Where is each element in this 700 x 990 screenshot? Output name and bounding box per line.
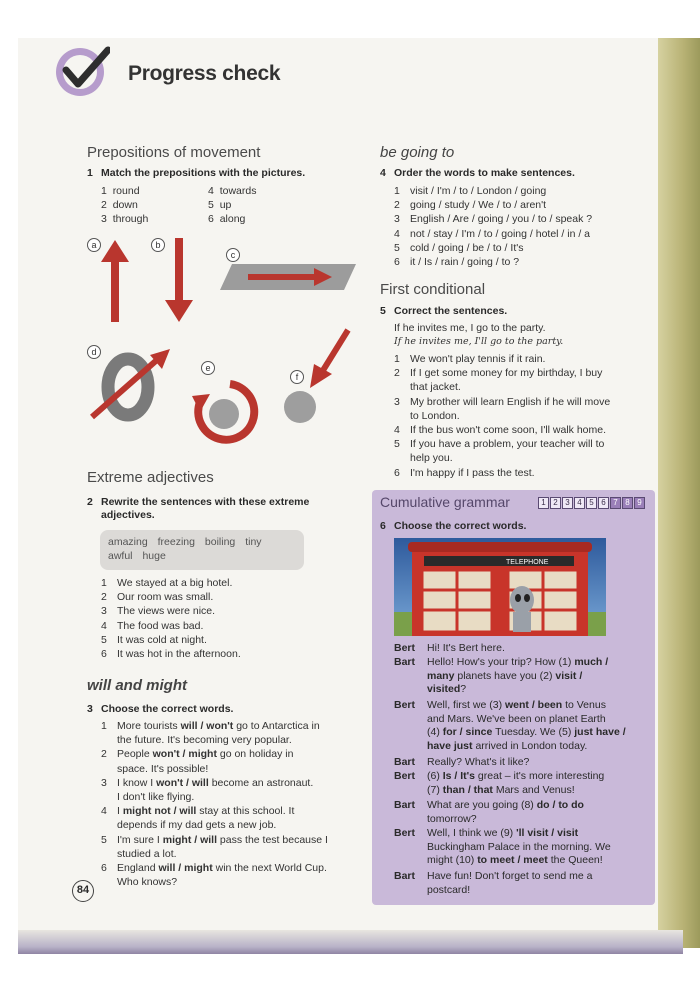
exercise-5-instruction: 5 Correct the sentences. [380,305,508,317]
speaker-bart: Bart [394,799,416,811]
exercise-2-instruction: 2 Rewrite the sentences with these extreme adjectives. [87,496,310,521]
step-1: 1 [538,497,549,509]
step-2: 2 [550,497,561,509]
list-item: 6 England will / might win the next World Cup. Who knows? [101,862,327,889]
arrow-up-icon [100,240,130,324]
list-item: 5 cold / going / be / to / It's [394,241,524,254]
step-7: 7 [610,497,621,509]
list-item: 5 It was cold at night. [101,633,207,646]
page-number: 84 [72,880,94,902]
picture-label-b: b [151,238,165,252]
picture-label-f: f [290,370,304,384]
option-1: 1 round [101,185,140,197]
speaker-bert: Bert [394,770,416,782]
list-item: 5 I'm sure I might / will pass the test because I studied a lot. [101,833,328,860]
telephone-sign: TELEPHONE [506,559,549,566]
list-item: 6 I'm happy if I pass the test. [394,466,535,479]
word-huge: huge [142,550,166,562]
speaker-bert: Bert [394,827,416,839]
list-item: 3 My brother will learn English if he will move to London. [394,395,611,422]
prepositions-options [101,184,301,228]
exercise-6-instruction: 6 Choose the correct words. [380,520,527,532]
dialogue [394,642,674,902]
dialogue-line-6: What are you going (8) do / to do tomorrow? [427,799,584,825]
dialogue-line-3: Well, first we (3) went / been to Venus and Mars. We've been on planet Earth (4) for / since Tuesday. We (5) just have / have just arrived in London today. [427,699,626,752]
list-item: 3 English / Are / going / you / to / speak ? [394,213,593,226]
step-9: 9 [634,497,645,509]
unit-steps [538,497,646,509]
dialogue-line-5: (6) Is / It's great – it's more interesting (7) than / that Mars and Venus! [427,770,605,796]
arrow-down-icon [164,238,194,322]
step-6: 6 [598,497,609,509]
section-title-will-might: will and might [87,677,187,694]
option-6: 6 along [208,213,246,225]
section-title-first-conditional: First conditional [380,281,486,298]
example-sentence: If he invites me, I go to the party. [394,322,546,334]
exercise-1-instruction: 1 Match the prepositions with the pictures. [87,167,306,179]
exercise-3-instruction: 3 Choose the correct words. [87,703,234,715]
section-title-be-going-to: be going to [380,144,455,161]
picture-label-d: d [87,345,101,359]
exercise-5-items [394,352,656,480]
list-item: 2 People won't / might go on holiday in space. It's possible! [101,748,294,775]
list-item: 4 I might not / will stay at this school. It depends if my dad gets a new job. [101,805,295,832]
speaker-bert: Bert [394,699,416,711]
dialogue-line-2: Hello! How's your trip? How (1) much / many planets have you (2) visit / visited? [427,656,609,696]
picture-label-c: c [226,248,240,262]
option-4: 4 towards [208,185,257,197]
word-amazing: amazing [108,536,148,548]
exercise-5-example [394,321,654,349]
list-item: 3 The views were nice. [101,605,216,618]
list-item: 3 I know I won't / will become an astronaut. I don't like flying. [101,776,314,804]
option-5: 5 up [208,199,232,211]
list-item: 2 Our room was small. [101,591,214,604]
list-item: 2 going / study / We / to / aren't [394,199,547,212]
picture-label-a: a [87,238,101,252]
exercise-3-sentences [101,719,363,889]
word-freezing: freezing [157,536,195,548]
section-title-prepositions: Prepositions of movement [87,144,261,161]
exercise-4-items [394,184,654,269]
list-item: 4 If the bus won't come soon, I'll walk home. [394,424,607,437]
step-4: 4 [574,497,585,509]
arrow-along-surface-icon [218,262,358,292]
dialogue-line-4: Really? What's it like? [427,756,530,768]
option-2: 2 down [101,199,138,211]
speaker-bart: Bart [394,870,416,882]
step-8: 8 [622,497,633,509]
list-item: 1 visit / I'm / to / London / going [394,185,547,197]
exercise-2-sentences [101,576,341,661]
list-item: 5 If you have a problem, your teacher will to help you. [394,438,605,465]
arrow-round-icon [186,372,266,450]
list-item: 1 We stayed at a big hotel. [101,577,233,589]
page-title: Progress check [128,62,281,85]
dialogue-line-1: Hi! It's Bert here. [427,642,505,654]
list-item: 6 it / Is / rain / going / to ? [394,256,520,269]
arrow-through-ring-icon [88,345,174,425]
list-item: 6 It was hot in the afternoon. [101,648,241,661]
page-bottom-edge [18,930,683,954]
word-tiny: tiny [245,536,262,548]
speaker-bart: Bart [394,756,416,768]
speaker-bert: Bert [394,642,416,654]
list-item: 2 If I get some money for my birthday, I buy that jacket. [394,367,603,394]
dialogue-line-7: Well, I think we (9) 'll visit / visit Buckingham Palace in the morning. We might (10) to meet / meet the Queen! [427,827,611,867]
word-boiling: boiling [204,536,236,548]
section-title-cumulative-grammar: Cumulative grammar [380,494,510,510]
step-3: 3 [562,497,573,509]
checkmark-logo-icon [54,42,110,98]
word-awful: awful [108,550,133,562]
speaker-bart: Bart [394,656,416,668]
exercise-4-instruction: 4 Order the words to make sentences. [380,167,575,179]
list-item: 1 More tourists will / won't go to Antarctica in the future. It's becoming very popular. [101,720,320,747]
telephone-box-alien-illustration [394,538,606,636]
dialogue-line-8: Have fun! Don't forget to send me a postcard! [427,870,593,896]
section-title-extreme-adjectives: Extreme adjectives [87,469,214,486]
list-item: 4 The food was bad. [101,619,204,632]
example-answer: If he invites me, I'll go to the party. [394,336,564,348]
list-item: 1 We won't play tennis if it rain. [394,353,546,365]
option-3: 3 through [101,213,149,225]
arrow-towards-ball-icon [282,326,354,426]
picture-label-e: e [201,361,215,375]
step-5: 5 [586,497,597,509]
list-item: 4 not / stay / I'm / to / going / hotel / in / a [394,227,591,240]
extreme-adjectives-word-box [100,530,304,570]
